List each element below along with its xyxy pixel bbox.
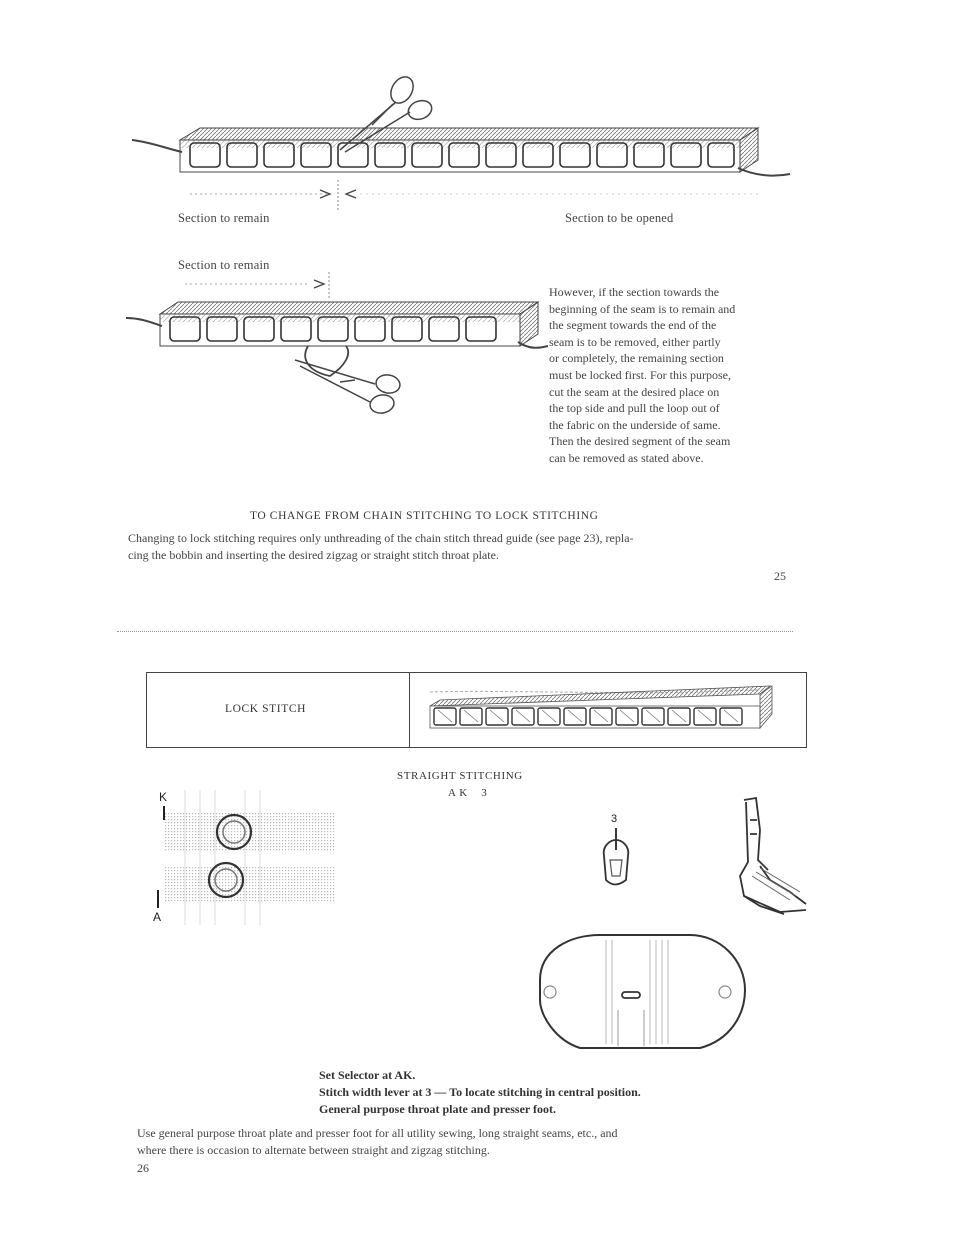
settings-line-plate: General purpose throat plate and presser foot. (319, 1102, 556, 1116)
body-line: Use general purpose throat plate and presser foot for all utility sewing, long straight seams, etc., and (137, 1126, 618, 1140)
section-heading: TO CHANGE FROM CHAIN STITCHING TO LOCK STITCHING (250, 510, 599, 522)
fig1-right-caption: Section to be opened (565, 211, 674, 225)
paragraph-line: Then the desired segment of the seam (549, 434, 731, 449)
paragraph-line: or completely, the remaining section (549, 351, 724, 366)
selector-bottom-letter: A (153, 910, 162, 924)
stitch-title: STRAIGHT STITCHING (397, 770, 523, 782)
paragraph-line: However, if the section towards the (549, 285, 720, 299)
page26-number: 26 (137, 1161, 149, 1175)
paragraph-line: the segment towards the end of the (549, 318, 717, 333)
selector-top-letter: K (159, 790, 168, 804)
page-number: 25 (774, 569, 786, 583)
paragraph-line: beginning of the seam is to remain and (549, 301, 736, 316)
paragraph-line: must be locked first. For this purpose, (549, 367, 731, 382)
paragraph-line: cut the seam at the desired place on (549, 384, 720, 399)
width-mark: 3 (611, 813, 618, 825)
settings-line-selector: Set Selector at AK. (319, 1068, 416, 1082)
paragraph-line: the fabric on the underside of same. (549, 417, 721, 432)
body-line: cing the bobbin and inserting the desired zigzag or straight stitch throat plate. (128, 547, 499, 562)
stitch-setting-code: A K 3 (448, 787, 488, 799)
box-label: LOCK STITCH (225, 703, 307, 715)
paragraph-line: can be removed as stated above. (549, 450, 704, 465)
body-line: where there is occasion to alternate between straight and zigzag stitching. (137, 1142, 490, 1157)
settings-list (319, 1067, 641, 1118)
paragraph-line: seam is to be removed, either partly (549, 334, 721, 349)
page26-body-text (137, 1125, 817, 1158)
fig1-left-caption: Section to remain (178, 211, 270, 225)
paragraph-line: the top side and pull the loop out of (549, 401, 720, 416)
fig2-caption: Section to remain (178, 258, 270, 272)
settings-line-width: Stitch width lever at 3 — To locate stitching in central position. (319, 1085, 641, 1099)
body-line: Changing to lock stitching requires only unthreading of the chain stitch thread guide (see page 23), repla- (128, 531, 634, 545)
